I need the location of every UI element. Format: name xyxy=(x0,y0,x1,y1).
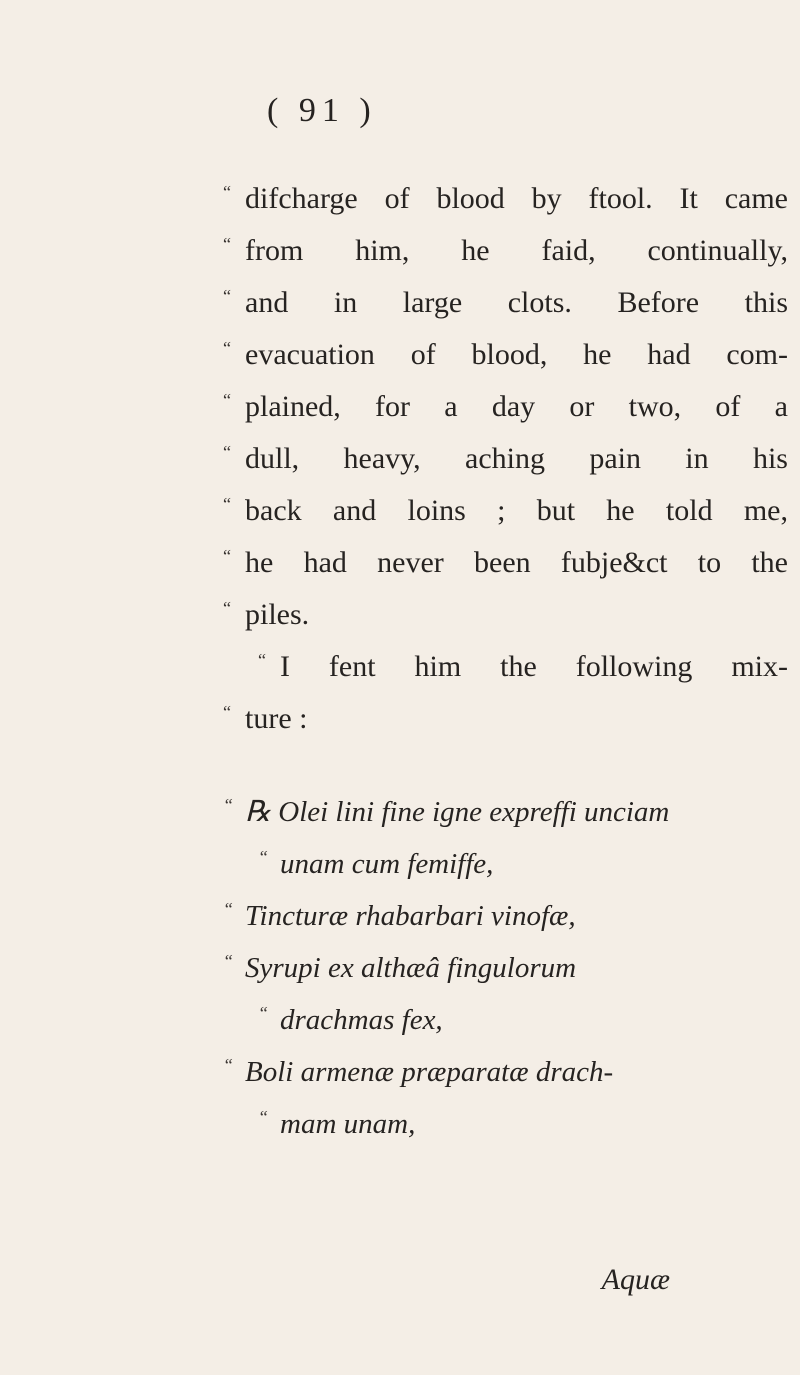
quote-mark: “ xyxy=(223,182,231,202)
text-line-9-content: piles. xyxy=(245,598,310,631)
catchword: Aquæ xyxy=(601,1263,670,1296)
prescription-line-4-content: Syrupi ex althæâ fingulorum xyxy=(245,952,577,984)
text-line-11-content: ture : xyxy=(245,702,308,735)
prescription-line-5-content: drachmas fex, xyxy=(280,1004,443,1036)
text-line-11 xyxy=(223,694,307,737)
quote-mark: “ xyxy=(223,546,231,566)
quote-mark: “ xyxy=(223,338,231,358)
quote-mark: “ xyxy=(223,598,231,618)
text-line-5-content: plained, for a day or two, of a xyxy=(245,390,788,423)
prescription-line-6 xyxy=(223,1047,613,1090)
quote-mark: “ xyxy=(258,1003,269,1023)
prescription-line-7-content: mam unam, xyxy=(280,1108,416,1140)
text-line-2 xyxy=(223,226,788,269)
page-number: ( 91 ) xyxy=(267,92,377,129)
text-line-6-content: dull, heavy, aching pain in his xyxy=(245,442,788,475)
prescription-line-3 xyxy=(223,891,576,934)
quote-mark: “ xyxy=(223,286,231,306)
text-line-4 xyxy=(223,330,788,373)
prescription-line-2-content: unam cum femiffe, xyxy=(280,848,494,880)
quote-mark: “ xyxy=(258,1107,269,1127)
quote-mark: “ xyxy=(223,494,231,514)
quote-mark: “ xyxy=(223,795,234,815)
quote-mark: “ xyxy=(223,442,231,462)
text-line-10 xyxy=(258,642,788,685)
text-line-10-content: I fent him the following mix- xyxy=(280,650,788,683)
text-line-6 xyxy=(223,434,788,477)
prescription-line-4 xyxy=(223,943,576,986)
quote-mark: “ xyxy=(258,847,269,867)
quote-mark: “ xyxy=(223,951,234,971)
prescription-line-2 xyxy=(258,839,493,882)
prescription-line-1-content: ℞ Olei lini fine igne expreffi unciam xyxy=(245,796,670,828)
quote-mark: “ xyxy=(223,899,234,919)
text-line-3-content: and in large clots. Before this xyxy=(245,286,788,319)
prescription-line-1 xyxy=(223,787,669,830)
text-line-2-content: from him, he faid, continually, xyxy=(245,234,788,267)
text-line-8 xyxy=(223,538,788,581)
text-line-8-content: he had never been fubje&ct to the xyxy=(245,546,788,579)
text-line-4-content: evacuation of blood, he had com- xyxy=(245,338,788,371)
text-line-7-content: back and loins ; but he told me, xyxy=(245,494,788,527)
text-line-1-content: difcharge of blood by ftool. It came xyxy=(245,182,788,215)
text-line-3 xyxy=(223,278,788,321)
text-line-7 xyxy=(223,486,788,529)
quote-mark: “ xyxy=(223,390,231,410)
quote-mark: “ xyxy=(258,650,266,670)
text-line-9 xyxy=(223,590,309,633)
prescription-line-5 xyxy=(258,995,443,1038)
prescription-line-3-content: Tincturæ rhabarbari vinofæ, xyxy=(245,900,576,932)
text-line-5 xyxy=(223,382,788,425)
quote-mark: “ xyxy=(223,234,231,254)
text-line-1 xyxy=(223,174,788,217)
quote-mark: “ xyxy=(223,1055,234,1075)
quote-mark: “ xyxy=(223,702,231,722)
prescription-line-7 xyxy=(258,1099,415,1142)
prescription-line-6-content: Boli armenæ præparatæ drach- xyxy=(245,1056,614,1088)
